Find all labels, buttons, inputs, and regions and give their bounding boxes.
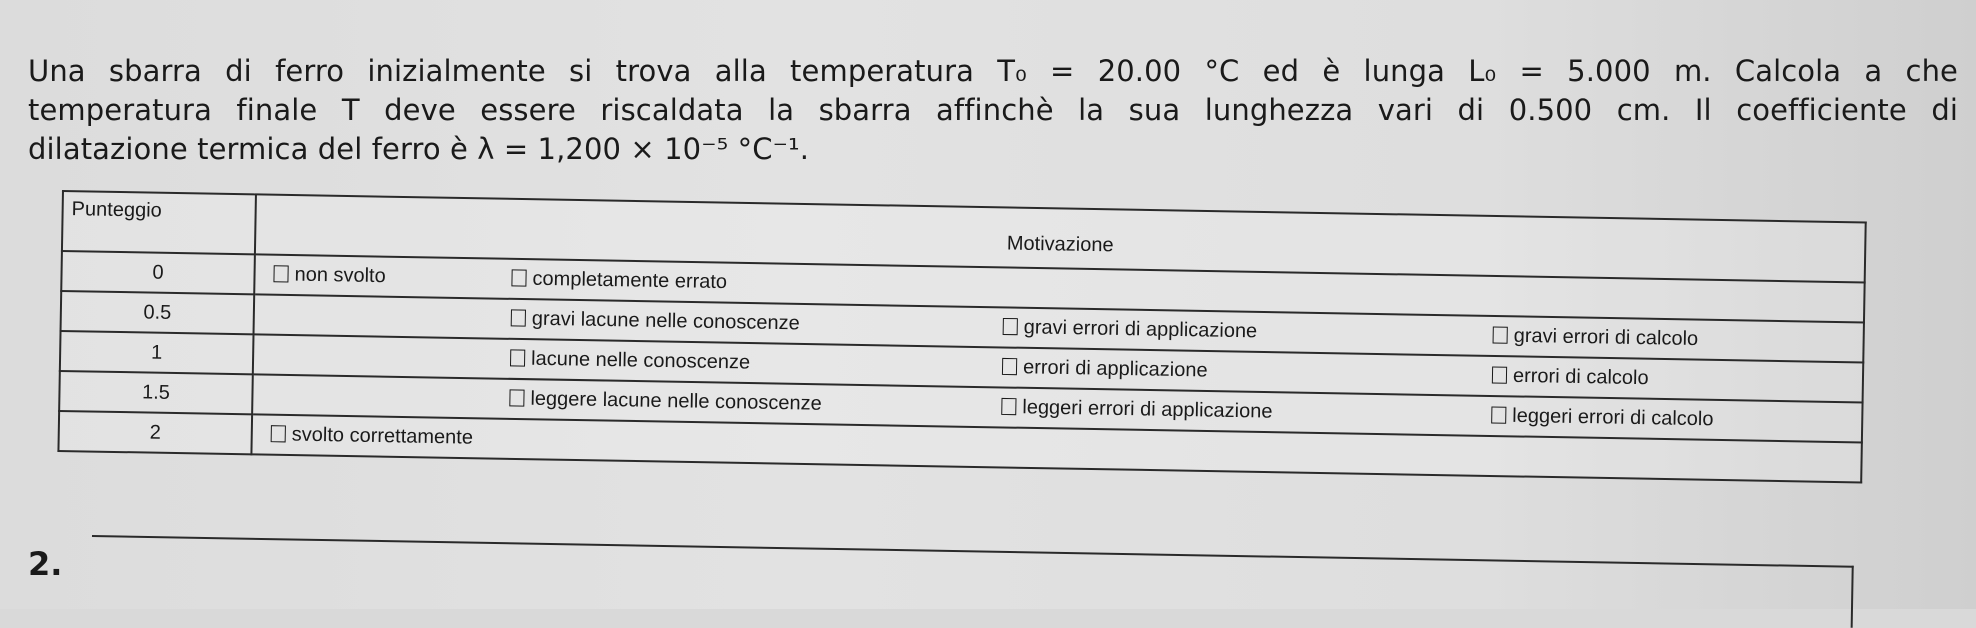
rubric-option[interactable]: non svolto xyxy=(273,263,386,288)
checkbox-icon[interactable] xyxy=(1001,398,1016,415)
rubric-option[interactable]: completamente errato xyxy=(511,267,727,294)
rubric-score: 0 xyxy=(61,251,255,294)
rubric-option[interactable]: leggere lacune nelle conoscenze xyxy=(509,387,822,415)
problem-line-1: Una sbarra di ferro inizialmente si trova alla temperatura T₀ = 20.00 °C ed è lunga L₀ = 5.000 m. Calcola a che xyxy=(28,54,1958,88)
rubric-header-motivation: Motivazione xyxy=(1006,231,1114,256)
checkbox-icon[interactable] xyxy=(511,309,526,326)
rubric-option[interactable]: svolto correttamente xyxy=(271,423,474,450)
rubric-header-score: Punteggio xyxy=(71,197,162,222)
checkbox-icon[interactable] xyxy=(1492,366,1507,383)
rubric-option[interactable]: errori di calcolo xyxy=(1492,364,1649,390)
rubric-option[interactable]: lacune nelle conoscenze xyxy=(510,347,750,374)
checkbox-icon[interactable] xyxy=(1003,318,1018,335)
rubric-score: 0.5 xyxy=(61,291,255,334)
rubric-option[interactable]: leggeri errori di applicazione xyxy=(1001,396,1273,424)
rubric-score: 1 xyxy=(60,331,254,374)
rubric-header-score-cell xyxy=(62,191,256,254)
checkbox-icon[interactable] xyxy=(1002,358,1017,375)
problem-line-2: temperatura finale T deve essere riscaldata la sbarra affinchè la sua lunghezza vari di 0.500 cm. Il coefficiente di xyxy=(28,93,1958,127)
rubric-option[interactable]: gravi errori di calcolo xyxy=(1492,324,1698,351)
checkbox-icon[interactable] xyxy=(1493,326,1508,343)
rubric-option[interactable]: leggeri errori di calcolo xyxy=(1491,404,1714,431)
grading-rubric xyxy=(56,190,1867,561)
checkbox-icon[interactable] xyxy=(510,349,525,366)
checkbox-icon[interactable] xyxy=(511,269,526,286)
next-item-number: 2. xyxy=(28,545,63,583)
problem-statement xyxy=(28,52,1958,169)
rubric-option[interactable]: errori di applicazione xyxy=(1002,356,1208,383)
checkbox-icon[interactable] xyxy=(273,265,288,282)
rubric-score: 2 xyxy=(58,411,252,454)
rubric-score: 1.5 xyxy=(59,371,253,414)
rubric-option[interactable]: gravi lacune nelle conoscenze xyxy=(511,307,800,335)
checkbox-icon[interactable] xyxy=(271,425,286,442)
checkbox-icon[interactable] xyxy=(1491,406,1506,423)
problem-line-3: dilatazione termica del ferro è λ = 1,200 × 10⁻⁵ °C⁻¹. xyxy=(28,132,810,166)
rubric-option[interactable]: gravi errori di applicazione xyxy=(1003,316,1258,343)
rubric-table xyxy=(57,190,1866,483)
checkbox-icon[interactable] xyxy=(509,389,524,406)
